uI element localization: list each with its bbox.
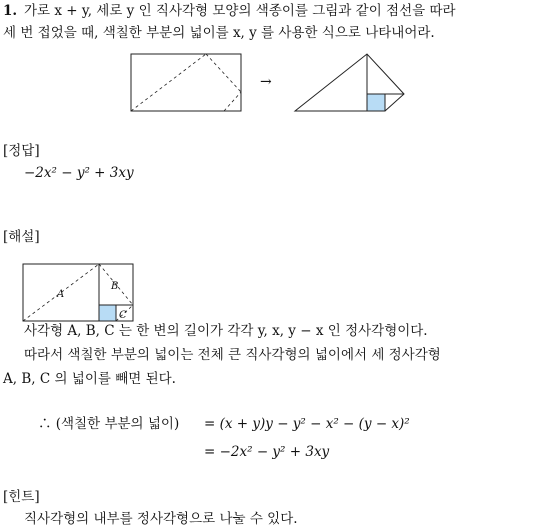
explanation-line-3: A, B, C 의 넓이를 빼면 된다. — [3, 371, 176, 387]
explanation-line-2: 따라서 색칠한 부분의 넓이는 전체 큰 직사각형의 넓이에서 세 정사각형 — [24, 347, 441, 363]
hint-heading: [힌트] — [3, 489, 40, 505]
explanation-heading: [해설] — [3, 229, 40, 245]
answer-heading: [정답] — [3, 143, 40, 159]
equation-right-1: = (x + y)y − y² − x² − (y − x)² — [204, 416, 410, 432]
problem-line-1: 가로 x + y, 세로 y 인 직사각형 모양의 색종이를 그림과 같이 점선을 따라 — [24, 3, 456, 19]
label-a: A — [57, 289, 65, 300]
explanation-line-1: 사각형 A, B, C 는 한 변의 길이가 각각 y, x, y − x 인 정사각형이다. — [24, 323, 428, 339]
arrow-icon: → — [260, 74, 272, 90]
answer-expression: −2x² − y² + 3xy — [24, 165, 134, 181]
problem-number: 1. — [3, 3, 18, 19]
label-c: C — [119, 310, 127, 321]
label-b: B — [111, 281, 119, 292]
problem-line-2: 세 번 접었을 때, 색칠한 부분의 넓이를 x, y 를 사용한 식으로 나타내어라. — [3, 25, 435, 41]
square-c-shaded — [99, 305, 116, 321]
equation-right-2: = −2x² − y² + 3xy — [204, 444, 330, 460]
equation-left: ∴ (색칠한 부분의 넓이) — [38, 416, 180, 432]
hint-text: 직사각형의 내부를 정사각형으로 나눌 수 있다. — [24, 511, 298, 527]
